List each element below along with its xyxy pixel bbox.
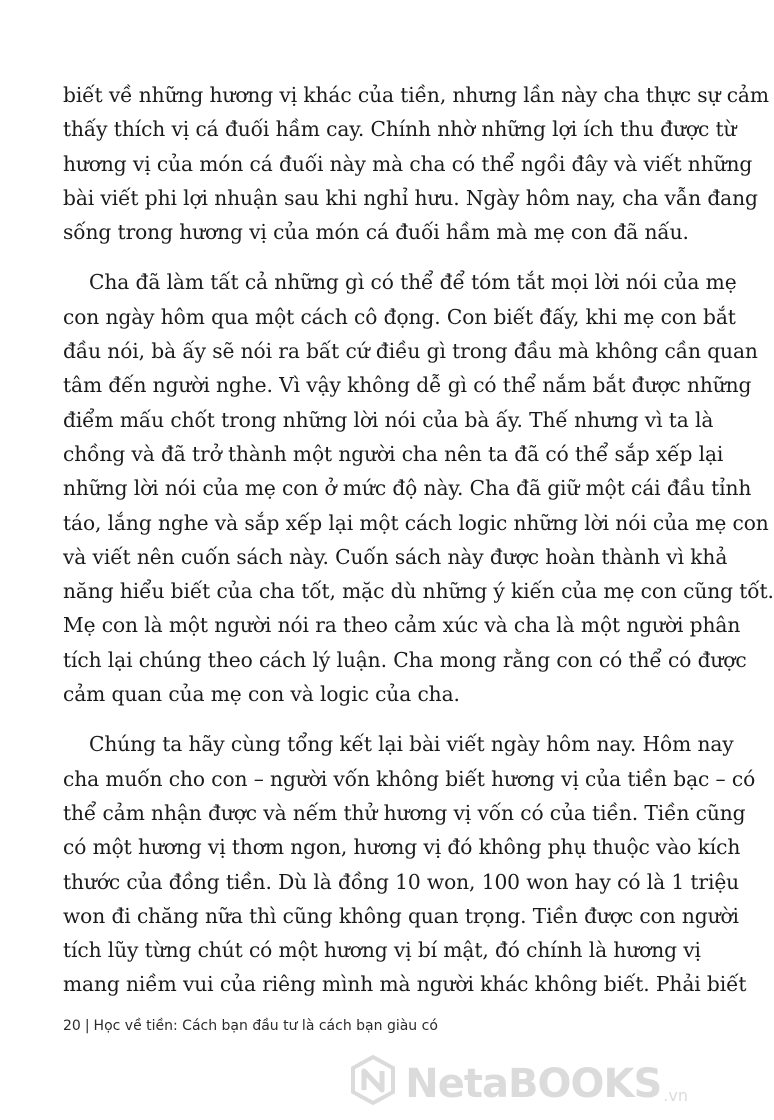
paragraph-1 [63, 78, 769, 249]
body-text [63, 78, 774, 1002]
text-line: Mẹ con là một người nói ra theo cảm xúc và cha là một người phân [63, 613, 741, 638]
text-line: thể cảm nhận được và nếm thử hương vị vốn có của tiền. Tiền cũng [63, 800, 746, 825]
paragraph-gap [63, 249, 683, 265]
netabooks-logo-icon [347, 1054, 399, 1106]
text-line: tâm đến người nghe. Vì vậy không dễ gì có thể nắm bắt được những [63, 373, 752, 398]
text-line: tích lũy từng chút có một hương vị bí mật, đó chính là hương vị [63, 938, 701, 963]
paragraph-3 [63, 727, 756, 1001]
text-line: cảm quan của mẹ con và logic của cha. [63, 682, 460, 707]
text-line: những lời nói của mẹ con ở mức độ này. Cha đã giữ một cái đầu tỉnh [63, 476, 752, 501]
text-line: biết về những hương vị khác của tiền, nhưng lần này cha thực sự cảm [63, 83, 769, 107]
text-line: điểm mấu chốt trong những lời nói của bà ấy. Thế nhưng vì ta là [63, 407, 714, 432]
watermark-brand: NetaBOOKS [405, 1061, 662, 1107]
text-line: bài viết phi lợi nhuận sau khi nghỉ hưu. Ngày hôm nay, cha vẫn đang [63, 185, 758, 210]
text-line: năng hiểu biết của cha tốt, mặc dù những ý kiến của mẹ con cũng tốt. [63, 579, 774, 604]
watermark-tld: .vn [663, 1086, 688, 1105]
text-line: sống trong hương vị của món cá đuối hầm mà mẹ con đã nấu. [63, 220, 689, 245]
footer-separator: | [84, 1018, 90, 1034]
text-line: tích lại chúng theo cách lý luận. Cha mong rằng con có thể có được [63, 647, 747, 672]
watermark [347, 1054, 688, 1106]
text-line: mang niềm vui của riêng mình mà người khác không biết. Phải biết [63, 972, 747, 997]
text-line: thước của đồng tiền. Dù là đồng 10 won, 100 won hay có là 1 triệu [63, 869, 740, 894]
text-line: cha muốn cho con – người vốn không biết hương vị của tiền bạc – có [63, 766, 756, 791]
text-line: có một hương vị thơm ngon, hương vị đó không phụ thuộc vào kích [63, 835, 741, 860]
paragraph-gap [63, 711, 683, 727]
page-footer [63, 1018, 438, 1034]
paragraph-2 [63, 265, 774, 711]
text-line: won đi chăng nữa thì cũng không quan trọng. Tiền được con người [63, 903, 739, 928]
text-line: và viết nên cuốn sách này. Cuốn sách này được hoàn thành vì khả [63, 544, 728, 569]
text-line: hương vị của món cá đuối này mà cha có thể ngồi đây và viết những [63, 151, 753, 176]
text-line: Cha đã làm tất cả những gì có thể để tóm tắt mọi lời nói của mẹ [89, 270, 737, 295]
book-title: Học về tiền: Cách bạn đầu tư là cách bạn giàu có [93, 1018, 438, 1034]
text-line: Chúng ta hãy cùng tổng kết lại bài viết ngày hôm nay. Hôm nay [89, 732, 734, 757]
text-line: chồng và đã trở thành một người cha nên ta đã có thể sắp xếp lại [63, 441, 724, 466]
text-line: đầu nói, bà ấy sẽ nói ra bất cứ điều gì trong đầu mà không cần quan [63, 339, 758, 364]
text-line: táo, lắng nghe và sắp xếp lại một cách logic những lời nói của mẹ con [63, 510, 769, 535]
text-line: thấy thích vị cá đuối hầm cay. Chính nhờ những lợi ích thu được từ [63, 117, 737, 142]
page-number: 20 [63, 1018, 81, 1034]
text-line: con ngày hôm qua một cách cô đọng. Con biết đấy, khi mẹ con bắt [63, 304, 736, 329]
